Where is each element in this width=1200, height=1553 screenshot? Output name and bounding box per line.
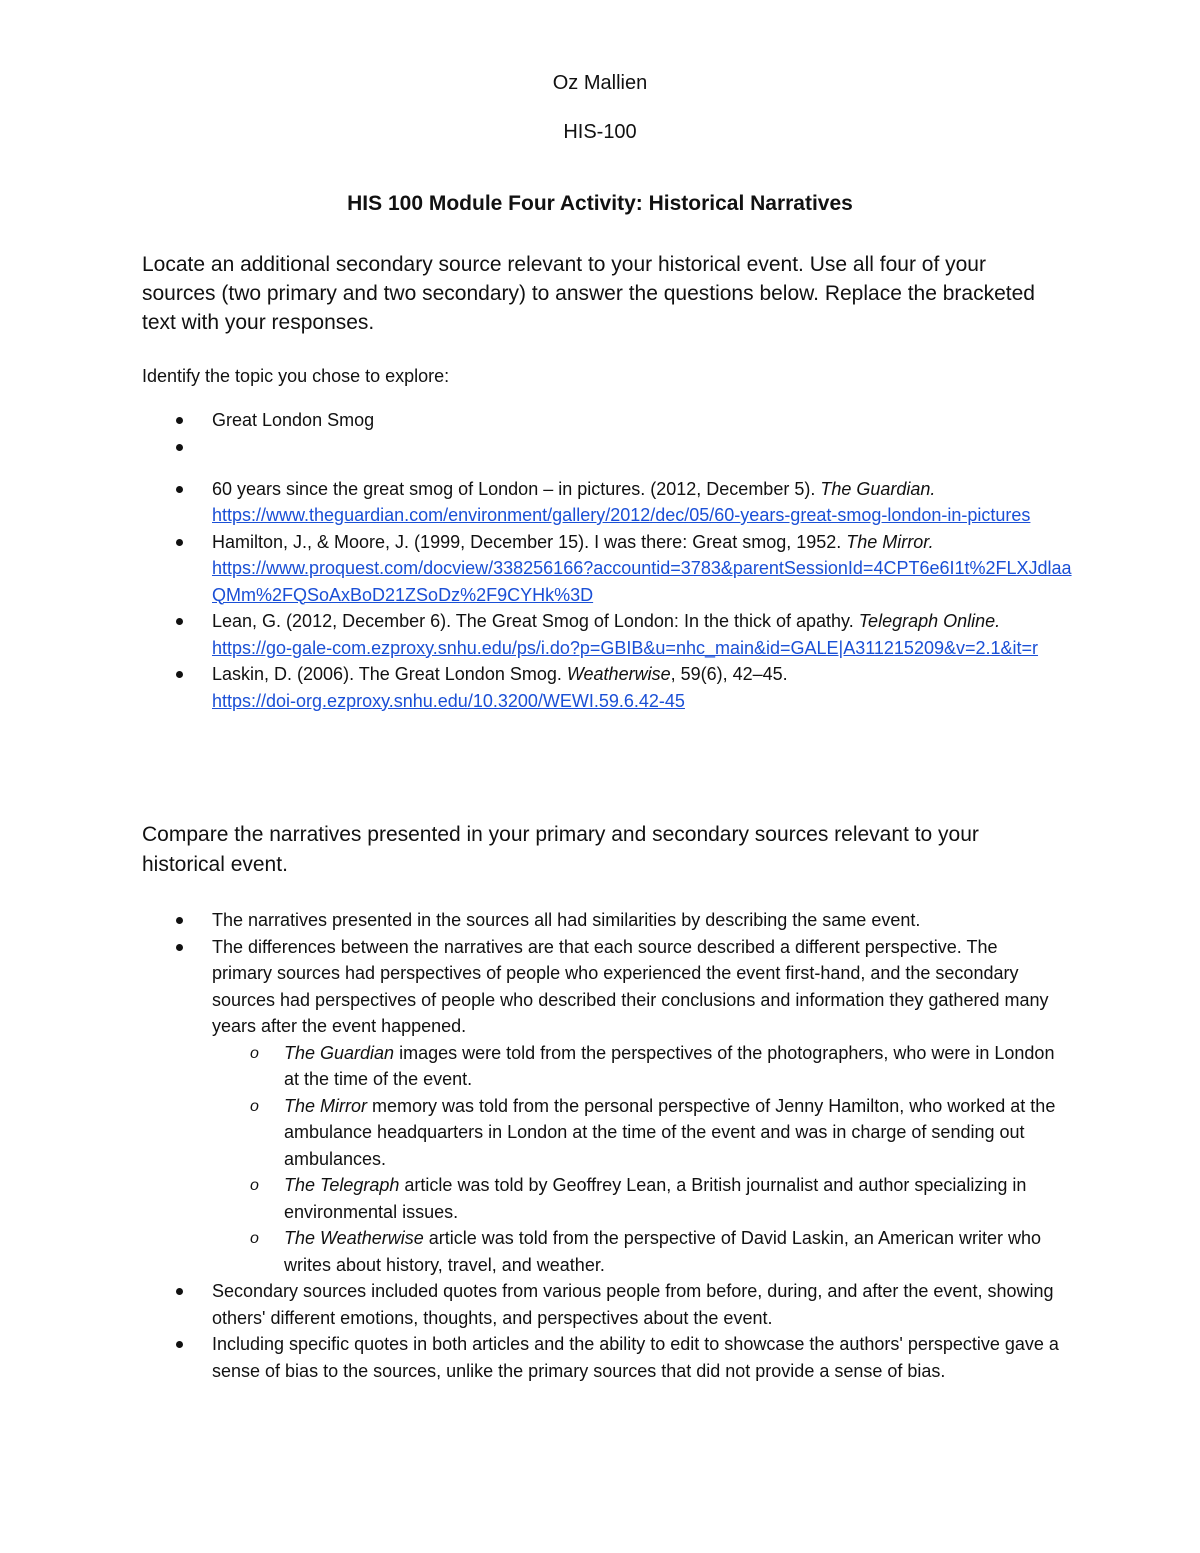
publication-name: The Guardian xyxy=(284,1042,395,1063)
bullet-icon xyxy=(176,486,183,493)
sub-answer-item xyxy=(0,1225,1200,1278)
bullet-icon xyxy=(176,944,183,951)
citation-text: Lean, G. (2012, December 6). The Great Smog of London: In the thick of apathy. xyxy=(212,611,859,631)
source-citation xyxy=(212,529,1072,556)
bullet-icon xyxy=(176,444,183,451)
sub-answer-body: article was told from the perspective of David Laskin, an American writer who writes about history, travel, and weather. xyxy=(284,1228,1041,1275)
publication-name: The Mirror xyxy=(284,1095,368,1116)
answer-text: The differences between the narratives are that each source described a different perspective. The primary sources had perspectives of people who experienced the event first-hand, and the secondary sources had perspectives of people who described their conclusions and information they gathered many years after the event happened. xyxy=(212,936,1049,1036)
answer-item xyxy=(0,1331,1200,1384)
list-item-source xyxy=(0,661,1200,714)
source-link[interactable]: https://www.theguardian.com/environment/gallery/2012/dec/05/60-years-great-smog-london-in-pictures xyxy=(212,505,1031,525)
sub-answer-text xyxy=(284,1172,1064,1225)
answer-text: Secondary sources included quotes from various people from before, during, and after the event, showing others' different emotions, thoughts, and perspectives about the event. xyxy=(212,1281,1054,1328)
topic-text: Great London Smog xyxy=(212,410,375,430)
bullet-icon xyxy=(176,417,183,424)
sub-answer-item xyxy=(0,1040,1200,1093)
bullet-icon xyxy=(176,1288,183,1295)
answer-text: The narratives presented in the sources all had similarities by describing the same event. xyxy=(212,910,921,930)
sub-bullet-icon: o xyxy=(250,1044,259,1062)
citation-text: 60 years since the great smog of London – in pictures. (2012, December 5). xyxy=(212,478,821,499)
publication-name: The Weatherwise xyxy=(284,1228,424,1248)
list-item-source xyxy=(0,529,1200,609)
citation-text: Laskin, D. (2006). The Great London Smog. xyxy=(212,664,567,684)
source-link[interactable]: https://www.proquest.com/docview/338256166?accountid=3783&parentSessionId=4CPT6e6I1t%2FLXJdlaaQMm%2FQSoAxBoD21ZSoDz%2F9CYHk%3D xyxy=(212,558,1072,605)
identify-topic-label: Identify the topic you chose to explore: xyxy=(142,366,450,386)
sub-answer-text xyxy=(284,1040,1064,1093)
citation-text: Hamilton, J., & Moore, J. (1999, December 15). I was there: Great smog, 1952. xyxy=(212,531,847,552)
sub-bullet-icon: o xyxy=(250,1230,259,1247)
list-spacer xyxy=(0,462,1200,476)
author-name: Oz Mallien xyxy=(552,72,648,94)
answer-item xyxy=(0,907,1200,934)
citation-text: , 59(6), 42–45. xyxy=(670,664,788,684)
source-link[interactable]: https://go-gale-com.ezproxy.snhu.edu/ps/i.do?p=GBIB&u=nhc_main&id=GALE|A311215209&v=2.1&it=r xyxy=(212,637,1039,658)
sub-bullet-icon: o xyxy=(250,1177,259,1194)
bullet-icon xyxy=(176,671,183,678)
sub-answer-body: article was told by Geoffrey Lean, a British journalist and author specializing in environmental issues. xyxy=(284,1175,1027,1222)
bullet-icon xyxy=(176,539,183,546)
answer-item xyxy=(0,1278,1200,1331)
list-item-topic xyxy=(0,407,1200,434)
citation-publication: Weatherwise xyxy=(566,664,671,684)
bullet-icon xyxy=(176,618,183,625)
citation-publication: The Guardian. xyxy=(820,478,936,499)
instructions-paragraph: Locate an additional secondary source relevant to your historical event. Use all four of your sources (two primary and two secondary) to answer the questions below. Replace the bracketed text with your responses. xyxy=(142,253,1035,334)
source-citation xyxy=(212,661,1072,688)
list-item-source xyxy=(0,608,1200,661)
sub-answer-item xyxy=(0,1172,1200,1225)
sub-answer-item xyxy=(0,1093,1200,1173)
course-code: HIS-100 xyxy=(563,121,637,143)
topic-and-sources-list xyxy=(0,407,1200,714)
list-item-empty xyxy=(0,434,1200,462)
document-title: HIS 100 Module Four Activity: Historical Narratives xyxy=(347,192,853,215)
compare-heading: Compare the narratives presented in your primary and secondary sources relevant to your historical event. xyxy=(142,823,979,876)
sub-answer-body: memory was told from the personal perspective of Jenny Hamilton, who worked at the ambulance headquarters in London at the time of the event and was in charge of sending out ambulances. xyxy=(284,1095,1056,1169)
citation-publication: The Mirror. xyxy=(846,531,934,552)
list-item-source xyxy=(0,476,1200,529)
answers-list xyxy=(0,907,1200,1384)
sub-bullet-icon: o xyxy=(250,1097,259,1115)
source-link[interactable]: https://doi-org.ezproxy.snhu.edu/10.3200/WEWI.59.6.42-45 xyxy=(212,690,685,711)
sub-answer-text xyxy=(284,1225,1064,1278)
answer-text: Including specific quotes in both articles and the ability to edit to showcase the authors' perspective gave a sense of bias to the sources, unlike the primary sources that did not provide a sense of bias. xyxy=(212,1334,1059,1381)
citation-publication: Telegraph Online. xyxy=(858,611,1001,631)
answer-item xyxy=(0,934,1200,1040)
bullet-icon xyxy=(176,917,183,924)
sub-answer-body: images were told from the perspectives of the photographers, who were in London at the time of the event. xyxy=(284,1042,1055,1089)
sub-answer-text xyxy=(284,1093,1064,1173)
bullet-icon xyxy=(176,1341,183,1348)
source-citation xyxy=(212,608,1072,635)
publication-name: The Telegraph xyxy=(284,1175,400,1195)
source-citation xyxy=(212,476,1072,503)
